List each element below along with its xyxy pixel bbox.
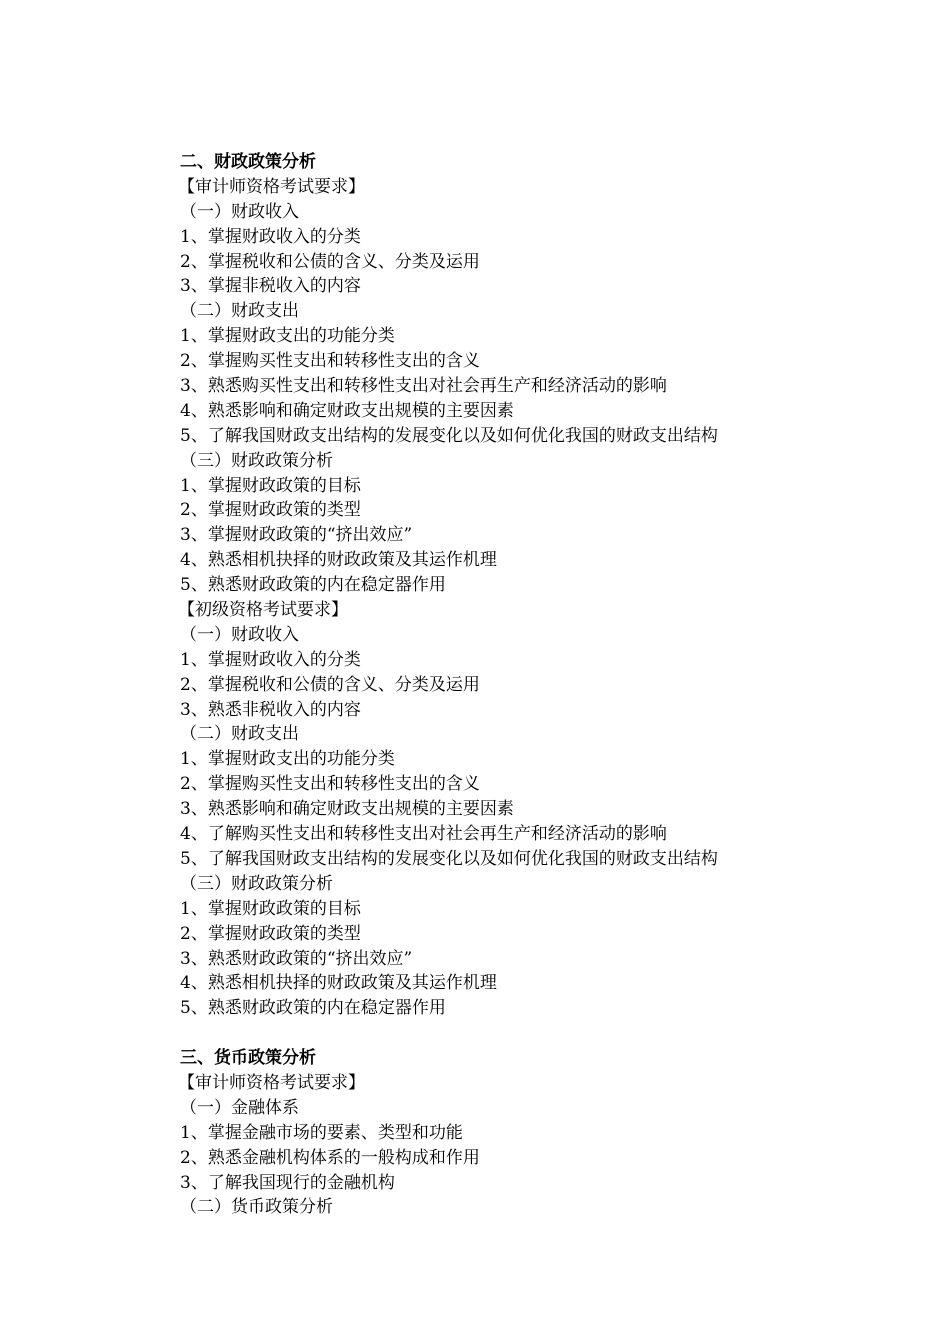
requirement-header: 【初级资格考试要求】 <box>178 600 348 621</box>
subsection-title: （一）财政收入 <box>180 201 299 222</box>
list-item: 2、掌握购买性支出和转移性支出的含义 <box>180 351 480 372</box>
document-content <box>180 150 880 1220</box>
list-item: 3、熟悉非税收入的内容 <box>180 699 361 720</box>
list-item: 4、熟悉影响和确定财政支出规模的主要因素 <box>180 400 514 421</box>
requirement-header: 【审计师资格考试要求】 <box>178 176 365 197</box>
list-item: 3、熟悉财政政策的“挤出效应” <box>180 948 413 969</box>
list-item: 3、熟悉购买性支出和转移性支出对社会再生产和经济活动的影响 <box>180 376 667 397</box>
list-item: 1、掌握财政支出的功能分类 <box>180 749 395 770</box>
subsection-title: （一）金融体系 <box>180 1097 299 1118</box>
list-item: 5、熟悉财政政策的内在稳定器作用 <box>180 998 446 1019</box>
list-item: 5、熟悉财政政策的内在稳定器作用 <box>180 575 446 596</box>
requirement-header: 【审计师资格考试要求】 <box>178 1072 365 1093</box>
subsection-title: （一）财政收入 <box>180 624 299 645</box>
list-item: 3、了解我国现行的金融机构 <box>180 1172 395 1193</box>
list-item: 1、掌握金融市场的要素、类型和功能 <box>180 1122 463 1143</box>
list-item: 1、掌握财政支出的功能分类 <box>180 326 395 347</box>
list-item: 1、掌握财政收入的分类 <box>180 649 361 670</box>
list-item: 4、熟悉相机抉择的财政政策及其运作机理 <box>180 973 497 994</box>
list-item: 4、了解购买性支出和转移性支出对社会再生产和经济活动的影响 <box>180 824 667 845</box>
list-item: 1、掌握财政政策的目标 <box>180 475 361 496</box>
list-item: 1、掌握财政收入的分类 <box>180 226 361 247</box>
list-item: 1、掌握财政政策的目标 <box>180 898 361 919</box>
list-item: 3、熟悉影响和确定财政支出规模的主要因素 <box>180 799 514 820</box>
list-item: 2、掌握税收和公债的含义、分类及运用 <box>180 674 480 695</box>
list-item: 2、掌握财政政策的类型 <box>180 923 361 944</box>
list-item: 2、掌握税收和公债的含义、分类及运用 <box>180 251 480 272</box>
section-title: 三、货币政策分析 <box>180 1048 316 1069</box>
list-item: 2、掌握财政政策的类型 <box>180 500 361 521</box>
list-item: 2、掌握购买性支出和转移性支出的含义 <box>180 774 480 795</box>
subsection-title: （二）财政支出 <box>180 301 299 322</box>
list-item: 5、了解我国财政支出结构的发展变化以及如何优化我国的财政支出结构 <box>180 848 718 869</box>
subsection-title: （二）财政支出 <box>180 724 299 745</box>
list-item: 5、了解我国财政支出结构的发展变化以及如何优化我国的财政支出结构 <box>180 425 718 446</box>
list-item: 3、掌握财政政策的“挤出效应” <box>180 525 413 546</box>
list-item: 3、掌握非税收入的内容 <box>180 276 361 297</box>
subsection-title: （二）货币政策分析 <box>180 1197 333 1218</box>
list-item: 2、熟悉金融机构体系的一般构成和作用 <box>180 1147 480 1168</box>
section-title: 二、财政政策分析 <box>180 152 316 172</box>
subsection-title: （三）财政政策分析 <box>180 450 333 471</box>
subsection-title: （三）财政政策分析 <box>180 873 333 894</box>
list-item: 4、熟悉相机抉择的财政政策及其运作机理 <box>180 550 497 571</box>
section-spacer <box>180 1021 880 1046</box>
